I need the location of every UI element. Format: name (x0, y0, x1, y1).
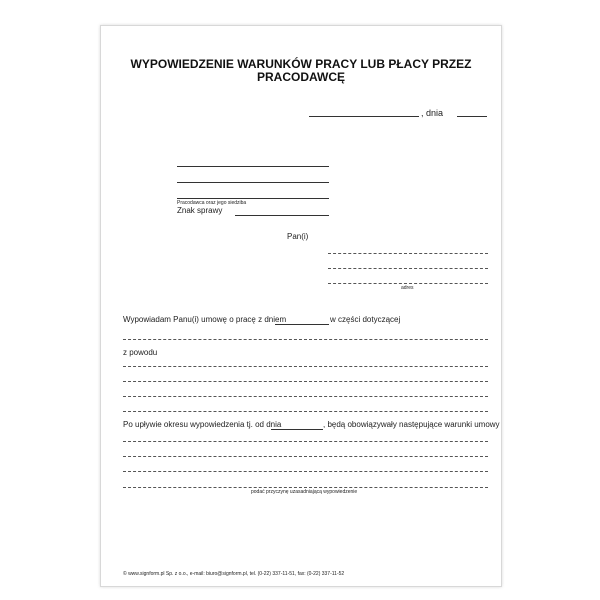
address-line-3[interactable] (328, 283, 488, 284)
conditions-line-2[interactable] (123, 456, 488, 457)
recipient-label: Pan(i) (287, 232, 309, 241)
address-caption: adres (401, 285, 414, 291)
case-number-label: Znak sprawy (177, 206, 223, 215)
after-period-text-end: , będą obowiązywały następujące warunki umowy (323, 420, 500, 429)
after-period-text-start: Po upływie okresu wypowiedzenia tj. od dnia (123, 420, 282, 429)
form-page (100, 25, 502, 587)
document-title-line1: WYPOWIEDZENIE WARUNKÓW PRACY LUB PŁACY PRZEZ (130, 57, 472, 71)
notice-scope-line[interactable] (123, 339, 488, 340)
employer-caption: Pracodawca oraz jego siedziba (177, 200, 247, 206)
footer-copyright: © www.signform.pl Sp. z o.o., e-mail: biuro@signform.pl, tel. (0-22) 337-11-51, fax: (0-22) 337-11-52 (123, 571, 345, 577)
address-line-1[interactable] (328, 253, 488, 254)
notice-text-start: Wypowiadam Panu(i) umowę o pracę z dniem (123, 315, 287, 324)
reason-line-4[interactable] (123, 411, 488, 412)
case-number-line[interactable] (235, 215, 329, 216)
employer-line-2[interactable] (177, 182, 329, 183)
address-line-2[interactable] (328, 268, 488, 269)
employer-line-3[interactable] (177, 198, 329, 199)
reason-label: z powodu (123, 348, 158, 357)
reason-line-3[interactable] (123, 396, 488, 397)
place-field-line[interactable] (309, 116, 419, 117)
conditions-line-4[interactable] (123, 487, 488, 488)
document-title-line2: PRACODAWCĘ (256, 70, 345, 84)
effective-date-line[interactable] (271, 429, 323, 430)
notice-text-end: w części dotyczącej (330, 315, 401, 324)
signature-caption: podać przyczynę uzasadniającą wypowiedzenie (251, 489, 358, 495)
notice-date-line[interactable] (275, 324, 329, 325)
conditions-line-3[interactable] (123, 471, 488, 472)
reason-line-2[interactable] (123, 381, 488, 382)
employer-line-1[interactable] (177, 166, 329, 167)
reason-line-1[interactable] (123, 366, 488, 367)
conditions-line-1[interactable] (123, 441, 488, 442)
date-field-line[interactable] (457, 116, 487, 117)
date-label: , dnia (421, 108, 444, 118)
